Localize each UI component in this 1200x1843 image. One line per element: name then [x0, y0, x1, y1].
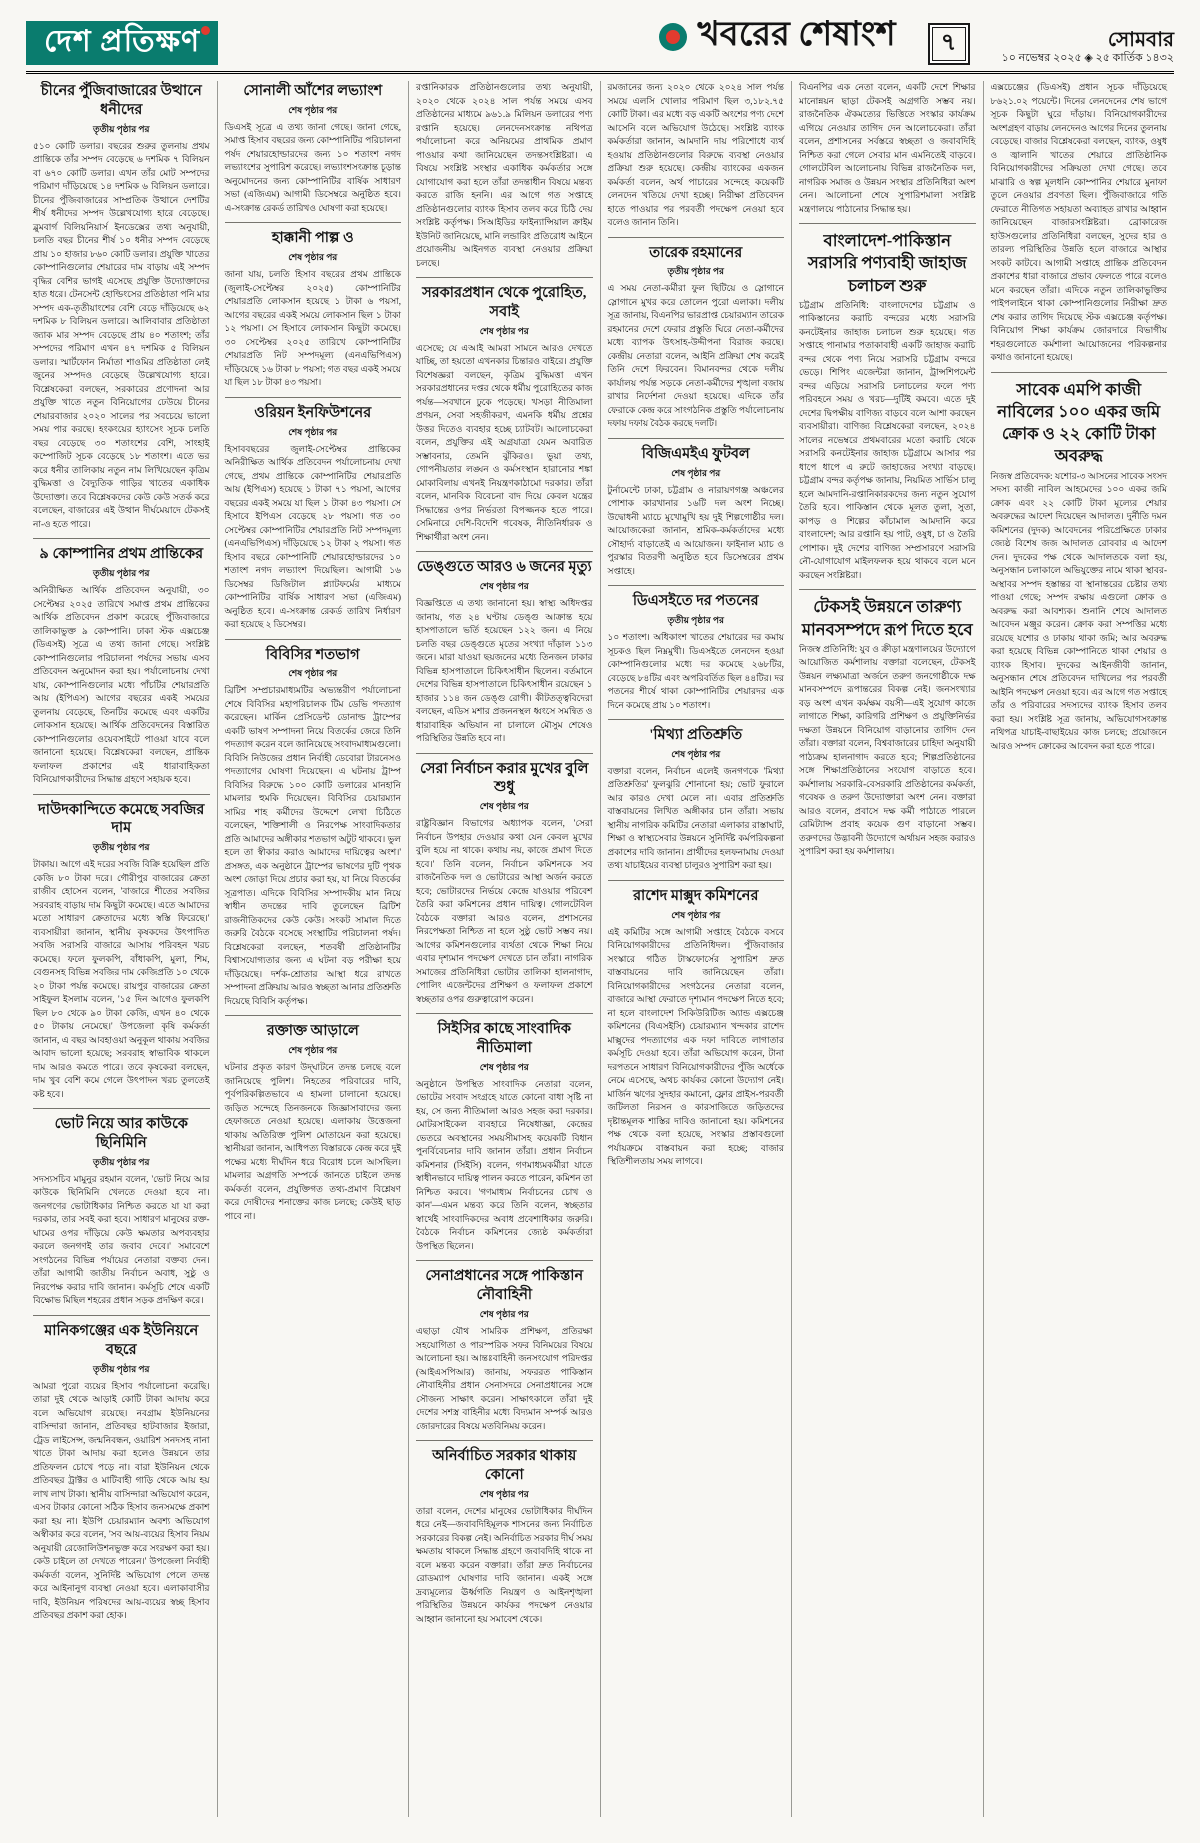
continued-from-note: শেষ পৃষ্ঠার পর: [288, 104, 338, 115]
continued-from-note: শেষ পৃষ্ঠার পর: [479, 801, 529, 812]
article-headline: বিবিসির শতভাগ: [265, 646, 360, 663]
article-body: রমজানের জন্য ২০২০ থেকে ২০২৪ সাল পর্যন্ত সময়ে এলসি খোলার পরিমাণ ছিল ৩,১৮২.৭৫ কোটি টাকা। এর মধ্যে বড় একটি অংশের পণ্য দেশে আসেনি বলে অভিযোগ উঠেছে। সংশ্লিষ্ট ব্যাংক কর্মকর্তারা জানান, আমদানি দায় পরিশোধে ব্যর্থ হওয়ায় প্রতিষ্ঠানগুলোর বিরুদ্ধে ব্যবস্থা নেওয়ার প্রক্রিয়া শুরু হয়েছে। কেন্দ্রীয় ব্যাংকের একজন কর্মকর্তা বলেন, অর্থ পাচারের সন্দেহে কয়েকটি লেনদেন খতিয়ে দেখা হচ্ছে। নিরীক্ষা প্রতিবেদন হাতে পাওয়ার পর পরবর্তী পদক্ষেপ নেওয়া হবে বলেও জানান তিনি।: [607, 82, 784, 227]
masthead-title: দেশ প্রতিক্ষণ: [44, 25, 201, 58]
continued-from-note: শেষ পৃষ্ঠার পর: [288, 252, 338, 263]
section-title: খবরের শেষাংশ: [697, 16, 896, 53]
article-headline: ৯ কোম্পানির প্রথম প্রান্তিকের: [39, 546, 204, 563]
article: [33, 82, 210, 531]
article-body: অনিরীক্ষিত আর্থিক প্রতিবেদন অনুযায়ী, ৩০ সেপ্টেম্বর ২০২৫ তারিখে সমাপ্ত প্রথম প্রান্তিকের আর্থিক প্রতিবেদন প্রকাশ করেছে পুঁজিবাজারে তালিকাভুক্ত ৯ কোম্পানি। ঢাকা স্টক এক্সচেঞ্জ (ডিএসই) সূত্রে এ তথ্য জানা গেছে। সংশ্লিষ্ট কোম্পানিগুলোর পরিচালনা পর্ষদের সভায় এসব প্রতিবেদন অনুমোদন করা হয়। পর্যালোচনায় দেখা যায়, কোম্পানিগুলোর মধ্যে পাঁচটির শেয়ারপ্রতি আয় (ইপিএস) আগের বছরের একই সময়ের তুলনায় বেড়েছে, তিনটির কমেছে এবং একটির লোকসান হয়েছে। আর্থিক প্রতিবেদনের বিস্তারিত কোম্পানিগুলোর ওয়েবসাইটে পাওয়া যাবে বলে জানানো হয়েছে। বিশ্লেষকেরা বলছেন, প্রান্তিক ফলাফল প্রকাশের এই ধারাবাহিকতা বিনিয়োগকারীদের সিদ্ধান্ত গ্রহণে সহায়ক হবে।: [33, 585, 210, 785]
article: [33, 1108, 210, 1308]
article-headline: মানিকগঞ্জের এক ইউনিয়নে বছরে: [44, 1322, 199, 1358]
article-headline: সেনাপ্রধানের সঙ্গে পাকিস্তান নৌবাহিনী: [425, 1268, 584, 1304]
article-headline: রাশেদ মাক্সুদ কমিশনের: [633, 887, 759, 904]
article: [225, 82, 402, 215]
article: [608, 880, 785, 1169]
article-headline: সেরা নির্বাচন করার মুখের বুলি শুধু: [420, 760, 589, 796]
article-body: আমরা পুরো ব্যয়ের হিসাব পর্যালোচনা করেছি। তারা দুই থেকে আড়াই কোটি টাকা আদায় করে বলে অভিযোগ রয়েছে। নবগ্রাম ইউনিয়নের বাসিন্দারা জানান, প্রতিবছর হাটবাজার ইজারা, ট্রেড লাইসেন্স, জন্মনিবন্ধন, ওয়ারিশ সনদসহ নানা খাতে টাকা আদায় করা হলেও উন্নয়নে তার প্রতিফলন চোখে পড়ে না। বারা ইউনিয়ন থেকে প্রতিবছর ট্রাক্টর ও মাটিবাহী গাড়ি থেকে আয় হয় লাখ লাখ টাকা। স্থানীয় বাসিন্দারা অভিযোগ করেন, এসব টাকার কোনো সঠিক হিসাব জনসমক্ষে প্রকাশ করা হয় না। ইউপি চেয়ারম্যান অবশ্য অভিযোগ অস্বীকার করে বলেন, 'সব আয়-ব্যয়ের হিসাব নিয়ম অনুযায়ী রেজোলিউশনভুক্ত করে সংরক্ষণ করা হয়। কেউ চাইলে তা দেখতে পারেন।' উপজেলা নির্বাহী কর্মকর্তা বলেন, সুনির্দিষ্ট অভিযোগ পেলে তদন্ত করে আইনানুগ ব্যবস্থা নেওয়া হবে। এলাকাবাসীর দাবি, ইউনিয়ন পরিষদের আয়-ব্যয়ের স্বচ্ছ হিসাব প্রতিবছর প্রকাশ করা হোক।: [33, 1380, 210, 1621]
article-headline: টেকসই উন্নয়নে তারুণ্য মানবসম্পদে রূপ দিতে হবে: [801, 597, 973, 639]
weekday: সোমবার: [1107, 29, 1174, 52]
article-body: এসেছে; যে এআই আমরা সামনে আরও দেখতে যাচ্ছি, তা হয়তো এখনকার চিন্তারও বাইরে। প্রযুক্তি বিশেষজ্ঞরা বলছেন, কৃত্রিম বুদ্ধিমত্তা এখন সরকারপ্রধানের দপ্তর থেকে ধর্মীয় পুরোহিতের কাজ পর্যন্ত—সবখানে ঢুকে পড়েছে। খসড়া নীতিমালা প্রণয়ন, সেবা সহজীকরণ, এমনকি ধর্মীয় প্রশ্নের উত্তর দিতেও ব্যবহার হচ্ছে চ্যাটবট। আলোচকেরা বলেন, প্রযুক্তির এই অগ্রযাত্রা যেমন অবারিত সম্ভাবনার, তেমনি ঝুঁকিরও। ভুয়া তথ্য, গোপনীয়তার লঙ্ঘন ও কর্মসংস্থান হারানোর শঙ্কা মোকাবিলায় এখনই নিয়ন্ত্রণকাঠামো দরকার। তাঁরা বলেন, মানবিক বিবেচনা বাদ দিয়ে কেবল যন্ত্রের সিদ্ধান্তের ওপর নির্ভরতা বিপজ্জনক হতে পারে। সেমিনারে দেশি-বিদেশি গবেষক, নীতিনির্ধারক ও শিক্ষার্থীরা অংশ নেন।: [416, 342, 593, 542]
article-headline: রক্তাক্ত আড়ালে: [266, 1023, 359, 1040]
article-headline: ওরিয়ন ইনফিউশনের: [254, 404, 372, 421]
article: [608, 237, 785, 431]
article: [799, 589, 976, 859]
article-headline: 'মিথ্যা প্রতিশ্রুতি: [649, 727, 743, 744]
continued-from-note: শেষ পৃষ্ঠার পর: [288, 668, 338, 679]
article-body: ৫১০ কোটি ডলার। বছরের শুরুর তুলনায় প্রথম প্রান্তিকে তাঁর সম্পদ বেড়েছে ৬ দশমিক ৭ বিলিয়ন বা ৬৭০ কোটি ডলার। এখন তাঁর মোট সম্পদের পরিমাণ দাঁড়িয়েছে ১৪ দশমিক ৬ বিলিয়ন ডলারে। চীনের পুঁজিবাজারের সাম্প্রতিক উত্থানে দেশটির শীর্ষ ধনীদের সম্পদ উল্লেখযোগ্য হারে বেড়েছে। ব্লুমবার্গ বিলিয়নিয়ার্স ইনডেক্সের তথ্য অনুযায়ী, চলতি বছর চীনের শীর্ষ ১০ ধনীর সম্পদ বেড়েছে প্রায় ১০ হাজার ৮৬০ কোটি ডলার। প্রযুক্তি খাতের কোম্পানিগুলোর শেয়ারের দাম বাড়ায় এই সম্পদ বৃদ্ধির বেশির ভাগই এসেছে প্রযুক্তি উদ্যোক্তাদের হাত ধরে। টেনসেন্ট হোল্ডিংসের প্রতিষ্ঠাতা পনি মার সম্পদ এক-তৃতীয়াংশের বেশি বেড়ে দাঁড়িয়েছে ৬২ দশমিক ৮ বিলিয়ন ডলারে। আলিবাবার প্রতিষ্ঠাতা জ্যাক মার সম্পদ বেড়েছে প্রায় ৪০ শতাংশ; তাঁর সম্পদের পরিমাণ এখন ৪৭ দশমিক ৫ বিলিয়ন ডলার। স্মার্টফোন নির্মাতা শাওমির প্রতিষ্ঠাতা লেই জুনের সম্পদও বেড়েছে উল্লেখযোগ্য হারে। বিশ্লেষকেরা বলছেন, সরকারের প্রণোদনা আর প্রযুক্তি খাতে নতুন বিনিয়োগের ঢেউয়ে চীনের শেয়ারবাজার ২০২০ সালের পর সবচেয়ে ভালো সময় পার করছে। হংকংয়ের হ্যাংসেং সূচক চলতি বছর বেড়েছে ৩০ শতাংশের বেশি, সাংহাই কম্পোজিট সূচক বেড়েছে ১৮ শতাংশ। এতে ভর করে ধনীর তালিকায় নতুন নাম লিখিয়েছেন কৃত্রিম বুদ্ধিমত্তা ও বৈদ্যুতিক গাড়ির খাতের একাধিক উদ্যোক্তা। তবে বিশ্লেষকদের কেউ কেউ সতর্ক করে বলেছেন, বাজারের এই উত্থান দীর্ঘমেয়াদে টেকসই না-ও হতে পারে।: [33, 140, 210, 529]
masthead-logo-icon: [201, 26, 210, 35]
article-headline: ডেঙ্গুতে আরও ৬ জনের মৃত্যু: [416, 559, 592, 576]
continued-from-note: তৃতীয় পৃষ্ঠার পর: [93, 1363, 150, 1374]
column-1: [26, 81, 217, 1817]
section-title-wrap: [659, 8, 895, 65]
article-body: এ সময় নেতা-কর্মীরা ফুল ছিটিয়ে ও স্লোগানে স্লোগানে মুখর করে তোলেন পুরো এলাকা। দলীয় সূত্র জানায়, বিএনপির ভারপ্রাপ্ত চেয়ারম্যান তারেক রহমানের দেশে ফেরার প্রস্তুতি ঘিরে নেতা-কর্মীদের মধ্যে ব্যাপক উৎসাহ-উদ্দীপনা বিরাজ করছে। কেন্দ্রীয় নেতারা বলেন, আইনি প্রক্রিয়া শেষ করেই তিনি দেশে ফিরবেন। বিমানবন্দর থেকে দলীয় কার্যালয় পর্যন্ত সড়কে নেতা-কর্মীদের শৃঙ্খলা বজায় রাখার নির্দেশনা দেওয়া হয়েছে। এদিকে তাঁর ফেরাকে কেন্দ্র করে সাংগঠনিক প্রস্তুতি পর্যালোচনায় দফায় দফায় বৈঠক করছে দলটি।: [607, 283, 784, 429]
article: [799, 81, 976, 216]
article: [33, 794, 210, 1102]
continued-from-note: শেষ পৃষ্ঠার পর: [479, 325, 529, 336]
column-6: [983, 81, 1175, 1817]
article: [225, 397, 402, 632]
article-body: রাষ্ট্রবিজ্ঞান বিভাগের অধ্যাপক বলেন, 'সেরা নির্বাচন উপহার দেওয়ার কথা যেন কেবল মুখের বুলি হয়ে না থাকে। কথায় নয়, কাজে প্রমাণ দিতে হবে।' তিনি বলেন, নির্বাচন কমিশনকে সব রাজনৈতিক দল ও ভোটারের আস্থা অর্জন করতে হবে; ভোটারদের নির্ভয়ে কেন্দ্রে যাওয়ার পরিবেশ তৈরি করা কমিশনের প্রধান দায়িত্ব। গোলটেবিল বৈঠকে বক্তারা আরও বলেন, প্রশাসনের নিরপেক্ষতা নিশ্চিত না হলে সুষ্ঠু ভোট সম্ভব নয়। আগের কমিশনগুলোর ব্যর্থতা থেকে শিক্ষা নিয়ে এবার দৃশ্যমান পদক্ষেপ দেখতে চান তাঁরা। নাগরিক সমাজের প্রতিনিধিরা ভোটার তালিকা হালনাগাদ, পোলিং এজেন্টদের প্রশিক্ষণ ও ফলাফল প্রকাশে স্বচ্ছতার ওপর গুরুত্বারোপ করেন।: [416, 818, 593, 1004]
article: [33, 538, 210, 786]
article-headline: সরকারপ্রধান থেকে পুরোহিত, সবাই: [422, 285, 587, 320]
article: [991, 372, 1168, 754]
masthead: [26, 21, 218, 65]
article-body: অনুষ্ঠানে উপস্থিত সাংবাদিক নেতারা বলেন, ভোটের সংবাদ সংগ্রহে যাতে কোনো বাধা সৃষ্টি না হয়, সে জন্য নীতিমালা আরও সহজ করা দরকার। মোটরসাইকেল ব্যবহারে নিষেধাজ্ঞা, কেন্দ্রের ভেতরে অবস্থানের সময়সীমাসহ কয়েকটি বিধান পুনর্বিবেচনার দাবি জানান তাঁরা। প্রধান নির্বাচন কমিশনার (সিইসি) বলেন, গণমাধ্যমকর্মীরা যাতে স্বাধীনভাবে দায়িত্ব পালন করতে পারেন, কমিশন তা নিশ্চিত করবে। 'গণমাধ্যম নির্বাচনের চোখ ও কান'—এমন মন্তব্য করে তিনি বলেন, স্বচ্ছতার স্বার্থেই সাংবাদিকদের অবাধ প্রবেশাধিকার জরুরি। বৈঠকে নির্বাচন কমিশনের জ্যেষ্ঠ কর্মকর্তারা উপস্থিত ছিলেন।: [416, 1078, 593, 1251]
column-4: [600, 81, 792, 1817]
article-body: বিজ্ঞপ্তিতে এ তথ্য জানানো হয়। স্বাস্থ্য অধিদপ্তর জানায়, গত ২৪ ঘণ্টায় ডেঙ্গু আক্রান্ত হয়ে হাসপাতালে ভর্তি হয়েছেন ১২২ জন। এ নিয়ে চলতি বছর ডেঙ্গুতে মৃতের সংখ্যা দাঁড়াল ১১৩ জনে। মারা যাওয়া ছয়জনের মধ্যে তিনজন ঢাকার বিভিন্ন হাসপাতালে চিকিৎসাধীন ছিলেন। বর্তমানে দেশের বিভিন্ন হাসপাতালে চিকিৎসাধীন রয়েছেন ১ হাজার ১১৪ জন ডেঙ্গু রোগী। কীটতত্ত্ববিদেরা বলছেন, এডিস মশার প্রজননস্থল ধ্বংসে সমন্বিত ও ধারাবাহিক অভিযান না চালালে মৌসুম শেষেও পরিস্থিতির উন্নতি হবে না।: [416, 598, 593, 744]
article-headline: অনির্বাচিত সরকার থাকায় কোনো: [432, 1448, 577, 1483]
article-body: এক্সচেঞ্জের (ডিএসই) প্রধান সূচক দাঁড়িয়েছে ৮৬২১.০২ পয়েন্টে। দিনের লেনদেনের শেষ ভাগে সূচক কিছুটা ঘুরে দাঁড়ায়। বিনিয়োগকারীদের অংশগ্রহণ বাড়ায় লেনদেনও আগের দিনের তুলনায় বেড়েছে। বাজার বিশ্লেষকেরা বলছেন, ব্যাংক, ওষুধ ও জ্বালানি খাতের শেয়ারে প্রাতিষ্ঠানিক বিনিয়োগকারীদের সক্রিয়তা দেখা গেছে। তবে মাঝারি ও স্বল্প মূলধনি কোম্পানির শেয়ারে মুনাফা তুলে নেওয়ার প্রবণতা ছিল। পুঁজিবাজারে গতি ফেরাতে নীতিগত সহায়তা অব্যাহত রাখার আহ্বান জানিয়েছেন বাজারসংশ্লিষ্টরা। ব্রোকারেজ হাউসগুলোর প্রতিনিধিরা বলছেন, সুদের হার ও তারল্য পরিস্থিতির উন্নতি হলে বাজারে আস্থার সংকট কাটবে। আগামী সপ্তাহে প্রান্তিক প্রতিবেদন প্রকাশের ধারা বাজারে প্রভাব ফেলতে পারে বলেও মনে করছেন তাঁরা। এদিকে নতুন তালিকাভুক্তির পাইপলাইনে থাকা কোম্পানিগুলোর নিরীক্ষা দ্রুত শেষ করার তাগিদ দিয়েছে স্টক এক্সচেঞ্জ কর্তৃপক্ষ। বিনিয়োগ শিক্ষা কার্যক্রম জোরদারে বিভাগীয় শহরগুলোতে কর্মশালা আয়োজনের পরিকল্পনার কথাও জানানো হয়েছে।: [990, 82, 1167, 362]
article: [225, 1015, 402, 1223]
article: [225, 222, 402, 389]
article: [416, 81, 593, 270]
article-body: টাকায়। আগে এই দরের সবজি বিক্রি হয়েছিল প্রতি কেজি ৮০ টাকা দরে। গৌরীপুর বাজারের ক্রেতা রাজীব হোসেন বলেন, 'বাজারে শীতের সবজির সরবরাহ বাড়ায় দাম কিছুটা কমেছে। এতে আমাদের মতো সাধারণ ক্রেতাদের মধ্যে স্বস্তি ফিরেছে।' ব্যবসায়ীরা জানান, স্থানীয় কৃষকদের উৎপাদিত সবজি সরাসরি বাজারে আসায় পরিবহন খরচ কমেছে। ফলে ফুলকপি, বাঁধাকপি, মুলা, শিম, বেগুনসহ বিভিন্ন সবজির দাম কেজিপ্রতি ১০ থেকে ২০ টাকা পর্যন্ত কমেছে। রায়পুর বাজারের ক্রেতা সাইফুল ইসলাম বলেন, '১৫ দিন আগেও ফুলকপি ছিল ৮০ থেকে ৯০ টাকা কেজি, এখন ৪০ থেকে ৫০ টাকায় নেমেছে।' উপজেলা কৃষি কর্মকর্তা জানান, এ বছর আবহাওয়া অনুকূল থাকায় সবজির আবাদ ভালো হয়েছে; সরবরাহ স্বাভাবিক থাকলে দাম আরও কমতে পারে। তবে কৃষকেরা বলছেন, দাম খুব বেশি কমে গেলে উৎপাদন খরচ তুলতেই কষ্ট হবে।: [33, 859, 210, 1099]
continued-from-note: তৃতীয় পৃষ্ঠার পর: [93, 1156, 150, 1167]
article-body: ১০ শতাংশ। অধিকাংশ খাতের শেয়ারের দর কমায় সূচকও ছিল নিম্নমুখী। ডিএসইতে লেনদেন হওয়া কোম্পানিগুলোর মধ্যে দর কমেছে ২৬৮টির, বেড়েছে ৮৪টির এবং অপরিবর্তিত ছিল ৪৪টির। দর পতনের শীর্ষে থাকা কোম্পানিটির শেয়ারদর এক দিনে কমেছে প্রায় ১০ শতাংশ।: [607, 632, 784, 710]
page-header: [26, 8, 1174, 74]
article-body: জানা যায়, চলতি হিসাব বছরের প্রথম প্রান্তিকে (জুলাই-সেপ্টেম্বর ২০২৫) কোম্পানিটির শেয়ারপ্রতি লোকসান হয়েছে ১ টাকা ৬ পয়সা, আগের বছরের একই সময়ে লোকসান ছিল ১ টাকা ১২ পয়সা। সে হিসাবে লোকসান কিছুটা কমেছে। ৩০ সেপ্টেম্বর ২০২৫ তারিখে কোম্পানিটির শেয়ারপ্রতি নিট সম্পদমূল্য (এনএভিপিএস) দাঁড়িয়েছে ১৬ টাকা ৮ পয়সা; গত বছর একই সময়ে যা ছিল ১৮ টাকা ৪৩ পয়সা।: [224, 269, 401, 388]
article-body: সদস্যসচিব মামুনুর রহমান বলেন, 'ভোট নিয়ে আর কাউকে ছিনিমিনি খেলতে দেওয়া হবে না। জনগণের ভোটাধিকার নিশ্চিত করতে যা যা করা দরকার, তার সবই করা হবে। সাধারণ মানুষের রক্ত-ঘামের ওপর দাঁড়িয়ে কেউ ক্ষমতার অপব্যবহার করলে জনগণই তার জবাব দেবে।' সমাবেশে সংগঠনের বিভিন্ন পর্যায়ের নেতারা বক্তব্য দেন। তাঁরা আগামী জাতীয় নির্বাচন অবাধ, সুষ্ঠু ও নিরপেক্ষ করার দাবি জানান। কর্মসূচি শেষে একটি বিক্ষোভ মিছিল শহরের প্রধান সড়ক প্রদক্ষিণ করে।: [33, 1173, 210, 1306]
date-line: ১০ নভেম্বর ২০২৫ ◈ ২৫ কার্তিক ১৪৩২: [1001, 52, 1174, 65]
article-body: বক্তারা বলেন, নির্বাচন এলেই জনগণকে 'মিথ্যা প্রতিশ্রুতির' ফুলঝুরি শোনানো হয়; ভোট ফুরালে আর কারও দেখা মেলে না। এবার প্রতিশ্রুতি বাস্তবায়নের লিখিত অঙ্গীকার চান তাঁরা। সভায় স্থানীয় নাগরিক কমিটির নেতারা এলাকার রাস্তাঘাট, শিক্ষা ও স্বাস্থ্যসেবার উন্নয়নে সুনির্দিষ্ট কর্মপরিকল্পনা প্রকাশের দাবি জানান। প্রার্থীদের হলফনামায় দেওয়া তথ্য যাচাইয়ের ব্যবস্থা চালুরও সুপারিশ করা হয়।: [607, 765, 784, 871]
continued-from-note: শেষ পৃষ্ঠার পর: [288, 426, 338, 437]
article-headline: দাউদকান্দিতে কমেছে সবজির দাম: [38, 801, 205, 837]
article-body: তারা বলেন, দেশের মানুষের ভোটাধিকার দীর্ঘদিন ধরে নেই—জবাবদিহিমূলক শাসনের জন্য নির্বাচিত সরকারের বিকল্প নেই। অনির্বাচিত সরকার দীর্ঘ সময় ক্ষমতায় থাকলে সিদ্ধান্ত গ্রহণে জবাবদিহি থাকে না বলে মন্তব্য করেন বক্তারা। তাঁরা দ্রুত নির্বাচনের রোডম্যাপ ঘোষণার দাবি জানান। একই সঙ্গে দ্রব্যমূল্যের ঊর্ধ্বগতি নিয়ন্ত্রণ ও আইনশৃঙ্খলা পরিস্থিতির উন্নয়নে কার্যকর পদক্ষেপ নেওয়ার আহ্বান জানানো হয় সমাবেশ থেকে।: [416, 1505, 593, 1624]
article-body: টুর্নামেন্টে ঢাকা, চট্টগ্রাম ও নারায়ণগঞ্জ অঞ্চলের পোশাক কারখানার ১৬টি দল অংশ নিচ্ছে। উদ্বোধনী ম্যাচে মুখোমুখি হয় দুই শিল্পগোষ্ঠীর দল। আয়োজকেরা জানান, শ্রমিক-কর্মকর্তাদের মধ্যে সৌহার্দ্য বাড়াতেই এ আয়োজন। ফাইনাল ম্যাচ ও পুরস্কার বিতরণী অনুষ্ঠিত হবে ডিসেম্বরের প্রথম সপ্তাহে।: [607, 484, 784, 576]
article-body: বিএনপির এক নেতা বলেন, একটি দেশে শিক্ষার মানোন্নয়ন ছাড়া টেকসই অগ্রগতি সম্ভব নয়। রাজনৈতিক ঐকমত্যের ভিত্তিতে সংস্কার কার্যক্রম এগিয়ে নেওয়ার তাগিদ দেন আলোচকেরা। তাঁরা বলেন, প্রশাসনের সর্বস্তরে স্বচ্ছতা ও জবাবদিহি নিশ্চিত করা গেলে সেবার মান এমনিতেই বাড়বে। গোলটেবিল আলোচনায় বিভিন্ন রাজনৈতিক দল, নাগরিক সমাজ ও উন্নয়ন সংস্থার প্রতিনিধিরা অংশ নেন। আলোচনা শেষে সুপারিশমালা সংশ্লিষ্ট মন্ত্রণালয়ে পাঠানোর সিদ্ধান্ত হয়।: [799, 82, 976, 214]
continued-from-note: তৃতীয় পৃষ্ঠার পর: [93, 842, 150, 853]
article: [799, 223, 976, 582]
article-headline: বাংলাদেশ-পাকিস্তান সরাসরি পণ্যবাহী জাহাজ চলাচল শুরু: [807, 231, 967, 295]
article-headline: ভোট নিয়ে আর কাউকে ছিনিমিনি: [54, 1116, 188, 1152]
continued-from-note: শেষ পৃষ্ঠার পর: [479, 1061, 529, 1072]
article: [416, 1440, 593, 1626]
column-2: [217, 81, 409, 1817]
article-headline: সাবেক এমপি কাজী নাবিলের ১০০ একর জমি ক্রোক ও ২২ কোটি টাকা অবরুদ্ধ: [997, 379, 1161, 466]
article-body: এছাড়া যৌথ সামরিক প্রশিক্ষণ, প্রতিরক্ষা সহযোগিতা ও পারস্পরিক সফর বিনিময়ের বিষয়ে আলোচনা হয়। আন্তঃবাহিনী জনসংযোগ পরিদপ্তর (আইএসপিআর) জানায়, সফররত পাকিস্তান নৌবাহিনীর প্রধান সেনাসদরে সেনাপ্রধানের সঙ্গে সৌজন্য সাক্ষাৎ করেন। সাক্ষাৎকালে তাঁরা দুই দেশের সশস্ত্র বাহিনীর মধ্যে বিদ্যমান সম্পর্ক আরও জোরদারের বিষয়ে মতবিনিময় করেন।: [416, 1326, 593, 1431]
continued-from-note: তৃতীয় পৃষ্ঠার পর: [93, 568, 150, 579]
continued-from-note: শেষ পৃষ্ঠার পর: [671, 748, 721, 759]
article-body: ব্রিটিশ সম্প্রচারমাধ্যমটির অভ্যন্তরীণ পর্যালোচনা শেষে বিবিসির মহাপরিচালক টিম ডেভি পদত্যাগ করেছেন। মার্কিন প্রেসিডেন্ট ডোনাল্ড ট্রাম্পের একটি ভাষণ সম্পাদনা নিয়ে বিতর্কের জেরে তিনি পদত্যাগ করেন বলে জানিয়েছে সংবাদমাধ্যমগুলো। বিবিসি নিউজের প্রধান নির্বাহী ডেবোরা টারনেসও পদত্যাগের ঘোষণা দিয়েছেন। এ ঘটনায় ট্রাম্প বিবিসির বিরুদ্ধে ১০০ কোটি ডলারের মানহানি মামলার হুমকি দিয়েছেন। বিবিসির চেয়ারম্যান সামির শাহ কর্মীদের উদ্দেশে লেখা চিঠিতে বলেছেন, 'শক্তিশালী ও নিরপেক্ষ সাংবাদিকতার প্রতি আমাদের অঙ্গীকার শতভাগ অটুট থাকবে। ভুল হলে তা স্বীকার করাও আমাদের দায়িত্বের অংশ।' প্রসঙ্গত, এক অনুষ্ঠানে ট্রাম্পের ভাষণের দুটি পৃথক অংশ জোড়া দিয়ে প্রচার করা হয়, যা নিয়ে বিতর্কের সূত্রপাত। এদিকে বিবিসির সম্পাদকীয় মান নিয়ে স্বাধীন তদন্তের দাবি তুলেছেন ব্রিটিশ রাজনীতিকদের কেউ কেউ। সংকট সামাল দিতে জরুরি বৈঠকে বসেছে সংস্থাটির পরিচালনা পর্ষদ। বিশ্লেষকেরা বলছেন, শতবর্ষী প্রতিষ্ঠানটির বিশ্বাসযোগ্যতার জন্য এ ঘটনা বড় পরীক্ষা হয়ে দাঁড়িয়েছে। দর্শক-শ্রোতার আস্থা ধরে রাখতে সম্পাদনা প্রক্রিয়ায় আরও স্বচ্ছতা আনার প্রতিশ্রুতি দিয়েছে বিবিসি কর্তৃপক্ষ।: [224, 685, 401, 1006]
continued-from-note: তৃতীয় পৃষ্ঠার পর: [667, 266, 724, 277]
article: [416, 753, 593, 1007]
section-logo-icon: [659, 23, 687, 51]
article: [608, 438, 785, 578]
continued-from-note: শেষ পৃষ্ঠার পর: [479, 581, 529, 592]
article-body: ডিএসই সূত্রে এ তথ্য জানা গেছে। জানা গেছে, সমাপ্ত হিসাব বছরের জন্য কোম্পানিটির পরিচালনা পর্ষদ শেয়ারহোল্ডারদের জন্য ১০ শতাংশ নগদ লভ্যাংশের সুপারিশ করেছে। লভ্যাংশসংক্রান্ত চূড়ান্ত অনুমোদনের জন্য কোম্পানিটির বার্ষিক সাধারণ সভা (এজিএম) আগামী ডিসেম্বরে অনুষ্ঠিত হবে। এ-সংক্রান্ত রেকর্ড তারিখও ঘোষণা করা হয়েছে।: [224, 121, 401, 213]
article: [33, 1315, 210, 1623]
article: [416, 1260, 593, 1433]
article-body: রপ্তানিকারক প্রতিষ্ঠানগুলোর তথ্য অনুযায়ী, ২০২০ থেকে ২০২৪ সাল পর্যন্ত সময়ে এসব প্রতিষ্ঠানের মাধ্যমে ৯৬১.৯ মিলিয়ন ডলারের পণ্য রপ্তানি হয়েছে। লেনদেনসংক্রান্ত নথিপত্র পর্যালোচনা করে অনিয়মের প্রাথমিক প্রমাণ পাওয়ার কথা জানিয়েছেন তদন্তসংশ্লিষ্টরা। এ বিষয়ে সংশ্লিষ্ট সংস্থার একাধিক কর্মকর্তার সঙ্গে যোগাযোগ করা হলে তাঁরা তদন্তাধীন বিষয়ে মন্তব্য করতে রাজি হননি। এর আগে গত সপ্তাহে প্রতিষ্ঠানগুলোর ব্যাংক হিসাব তলব করে চিঠি দেয় সংশ্লিষ্ট কর্তৃপক্ষ। সিআইডির ফাইন্যান্সিয়াল ক্রাইম ইউনিট জানিয়েছে, মানি লন্ডারিং প্রতিরোধ আইনে প্রয়োজনীয় আইনগত ব্যবস্থা নেওয়ার প্রক্রিয়া চলছে।: [416, 82, 593, 268]
continued-from-note: শেষ পৃষ্ঠার পর: [288, 1045, 338, 1056]
article: [608, 585, 785, 712]
continued-from-note: শেষ পৃষ্ঠার পর: [671, 467, 721, 478]
column-5: [791, 81, 983, 1817]
article-body: নিজস্ব প্রতিবেদক: যশোর-৩ আসনের সাবেক সংসদ সদস্য কাজী নাবিল আহমেদের ১০০ একর জমি ক্রোক এবং ২২ কোটি টাকা মূল্যের শেয়ার অবরুদ্ধের আদেশ দিয়েছেন আদালত। দুর্নীতি দমন কমিশনের (দুদক) আবেদনের পরিপ্রেক্ষিতে ঢাকার জ্যেষ্ঠ বিশেষ জজ আদালত রোববার এ আদেশ দেন। দুদকের পক্ষ থেকে আদালতকে বলা হয়, অনুসন্ধান চলাকালে অভিযুক্তের নামে থাকা স্থাবর-অস্থাবর সম্পদ হস্তান্তর বা স্থানান্তরের চেষ্টার তথ্য পাওয়া গেছে; সম্পদ রক্ষায় এগুলো ক্রোক ও অবরুদ্ধ করা আবশ্যক। শুনানি শেষে আদালত আবেদন মঞ্জুর করেন। ক্রোক করা সম্পত্তির মধ্যে রয়েছে যশোর ও ঢাকায় থাকা জমি; আর অবরুদ্ধ করা হয়েছে বিভিন্ন কোম্পানিতে থাকা শেয়ার ও ব্যাংক হিসাব। দুদকের আইনজীবী জানান, অনুসন্ধান শেষে প্রতিবেদন দাখিলের পর পরবর্তী আইনি পদক্ষেপ নেওয়া হবে। এর আগে গত সপ্তাহে তাঁর ও পরিবারের সদস্যদের ব্যাংক হিসাব তলব করা হয়। সংশ্লিষ্ট সূত্র জানায়, অভিযোগসংক্রান্ত নথিপত্র যাচাই-বাছাইয়ের কাজ চলছে; প্রয়োজনে আরও সম্পদ ক্রোকের আবেদন করা হতে পারে।: [990, 470, 1167, 751]
continued-from-note: শেষ পৃষ্ঠার পর: [479, 1488, 529, 1499]
article: [608, 81, 785, 230]
article-body: হিসাববছরের জুলাই-সেপ্টেম্বর প্রান্তিকের অনিরীক্ষিত আর্থিক প্রতিবেদন পর্যালোচনায় দেখা গেছে, প্রথম প্রান্তিকে কোম্পানিটির শেয়ারপ্রতি আয় (ইপিএস) হয়েছে ১ টাকা ৭১ পয়সা, আগের বছরের একই সময়ে যা ছিল ১ টাকা ৪৩ পয়সা। সে হিসাবে ইপিএস বেড়েছে ২৮ পয়সা। গত ৩০ সেপ্টেম্বর কোম্পানিটির শেয়ারপ্রতি নিট সম্পদমূল্য (এনএভিপিএস) দাঁড়িয়েছে ১২ টাকা ২ পয়সা। গত হিসাব বছরে কোম্পানিটি শেয়ারহোল্ডারদের ১০ শতাংশ নগদ লভ্যাংশ দিয়েছিল। আগামী ১৬ ডিসেম্বর ডিজিটাল প্ল্যাটফর্মের মাধ্যমে কোম্পানিটির বার্ষিক সাধারণ সভা (এজিএম) অনুষ্ঠিত হবে। এ-সংক্রান্ত রেকর্ড তারিখ নির্ধারণ করা হয়েছে ২ ডিসেম্বর।: [224, 443, 401, 630]
article: [225, 639, 402, 1009]
article: [991, 81, 1168, 365]
page-number: ৭: [928, 23, 970, 65]
article-headline: বিজিএমইএ ফুটবল: [641, 445, 750, 462]
article: [416, 551, 593, 745]
article-body: নিজস্ব প্রতিনিধি: যুব ও ক্রীড়া মন্ত্রণালয়ের উদ্যোগে আয়োজিত কর্মশালায় বক্তারা বলেছেন, টেকসই উন্নয়ন লক্ষ্যমাত্রা অর্জনে তরুণ জনগোষ্ঠীকে দক্ষ মানবসম্পদে রূপান্তরের বিকল্প নেই। জনসংখ্যার বড় অংশ এখন কর্মক্ষম বয়সী—এই সুযোগ কাজে লাগাতে শিক্ষা, কারিগরি প্রশিক্ষণ ও প্রযুক্তিনির্ভর দক্ষতা উন্নয়নে বিনিয়োগ বাড়ানোর তাগিদ দেন তাঁরা। বক্তারা বলেন, বিশ্ববাজারের চাহিদা অনুযায়ী পাঠ্যক্রম হালনাগাদ করতে হবে; শিল্পপ্রতিষ্ঠানের সঙ্গে শিক্ষাপ্রতিষ্ঠানের সংযোগ বাড়াতে হবে। কর্মশালায় সরকারি-বেসরকারি প্রতিষ্ঠানের কর্মকর্তা, গবেষক ও তরুণ উদ্যোক্তারা অংশ নেন। বক্তারা আরও বলেন, প্রবাসে দক্ষ কর্মী পাঠাতে পারলে রেমিট্যান্স প্রবাহ কয়েক গুণ বাড়ানো সম্ভব। তরুণদের উদ্ভাবনী উদ্যোগে অর্থায়ন সহজ করারও সুপারিশ করা হয় কর্মশালায়।: [799, 643, 976, 857]
article-headline: সোনালী আঁশের লভ্যাংশ: [243, 83, 383, 99]
article: [416, 1013, 593, 1253]
article-body: ঘটনার প্রকৃত কারণ উদ্‌ঘাটনে তদন্ত চলছে বলে জানিয়েছে পুলিশ। নিহতের পরিবারের দাবি, পূর্বপরিকল্পিতভাবে এ হামলা চালানো হয়েছে। জড়িত সন্দেহে তিনজনকে জিজ্ঞাসাবাদের জন্য হেফাজতে নেওয়া হয়েছে। এলাকায় উত্তেজনা থাকায় অতিরিক্ত পুলিশ মোতায়েন করা হয়েছে। স্থানীয়রা জানান, আধিপত্য বিস্তারকে কেন্দ্র করে দুই পক্ষের মধ্যে দীর্ঘদিন ধরে বিরোধ চলে আসছিল। মামলার অগ্রগতি সম্পর্কে জানতে চাইলে তদন্ত কর্মকর্তা বলেন, প্রযুক্তিগত তথ্য-প্রমাণ বিশ্লেষণ করে দোষীদের শনাক্তের কাজ চলছে; কেউই ছাড় পাবে না।: [224, 1062, 401, 1221]
date-block: [1002, 29, 1174, 65]
article-body: চট্টগ্রাম প্রতিনিধি: বাংলাদেশের চট্টগ্রাম ও পাকিস্তানের করাচি বন্দরের মধ্যে সরাসরি কনটেইনার জাহাজ চলাচল শুরু হয়েছে। গত সপ্তাহে পানামার পতাকাবাহী একটি জাহাজ করাচি বন্দর থেকে পণ্য নিয়ে সরাসরি চট্টগ্রাম বন্দরে ভেড়ে। শিপিং এজেন্টরা জানান, ট্রান্সশিপমেন্ট বন্দর এড়িয়ে সরাসরি চলাচলের ফলে পণ্য পরিবহনে সময় ও খরচ—দুটিই কমবে। এতে দুই দেশের দ্বিপক্ষীয় বাণিজ্য বাড়বে বলে আশা করছেন ব্যবসায়ীরা। বাণিজ্য বিশ্লেষকেরা বলছেন, ২০২৪ সালের নভেম্বরে প্রথমবারের মতো করাচি থেকে সরাসরি কনটেইনার জাহাজ চট্টগ্রামে আসার পর ধাপে ধাপে এ রুটে জাহাজের সংখ্যা বাড়ছে। চট্টগ্রাম বন্দর কর্তৃপক্ষ জানায়, নিয়মিত সার্ভিস চালু হলে আমদানি-রপ্তানিকারকদের জন্য নতুন সুযোগ তৈরি হবে। পাকিস্তান থেকে মূলত তুলা, সুতা, কাপড় ও শিল্পের কাঁচামাল আমদানি করে বাংলাদেশ; আর রপ্তানি হয় পাট, ওষুধ, চা ও তৈরি পোশাক। দুই দেশের বাণিজ্য সম্প্রসারণে সরাসরি নৌ-যোগাযোগ মাইলফলক হয়ে থাকবে বলে মনে করছেন সংশ্লিষ্টরা।: [799, 299, 976, 580]
continued-from-note: শেষ পৃষ্ঠার পর: [479, 1309, 529, 1320]
continued-from-note: শেষ পৃষ্ঠার পর: [671, 909, 721, 920]
column-3: [408, 81, 600, 1817]
article-headline: সিইসির কাছে সাংবাদিক নীতিমালা: [437, 1021, 571, 1057]
article: [608, 719, 785, 873]
content-columns: [26, 81, 1174, 1817]
article: [416, 277, 593, 544]
continued-from-note: তৃতীয় পৃষ্ঠার পর: [667, 615, 724, 626]
article-headline: ডিএসইতে দর পতনের: [632, 593, 759, 610]
continued-from-note: তৃতীয় পৃষ্ঠার পর: [93, 123, 150, 134]
article-body: এই কমিটির সঙ্গে আগামী সপ্তাহে বৈঠকে বসবে বিনিয়োগকারীদের প্রতিনিধিদল। পুঁজিবাজার সংস্কারে গঠিত টাস্কফোর্সের সুপারিশ দ্রুত বাস্তবায়নের দাবি জানিয়েছেন তাঁরা। বিনিয়োগকারীদের সংগঠনের নেতারা বলেন, বাজারে আস্থা ফেরাতে দৃশ্যমান পদক্ষেপ নিতে হবে; না হলে বাংলাদেশ সিকিউরিটিজ অ্যান্ড এক্সচেঞ্জ কমিশনের (বিএসইসি) চেয়ারম্যান খন্দকার রাশেদ মাক্সুদের পদত্যাগের এক দফা দাবিতে লাগাতার কর্মসূচি দেওয়া হবে। তাঁরা অভিযোগ করেন, টানা দরপতনে সাধারণ বিনিয়োগকারীদের পুঁজি অর্ধেকে নেমে এসেছে, অথচ কার্যকর কোনো উদ্যোগ নেই। মার্জিন ঋণের সুদহার কমানো, ফ্লোর প্রাইস-পরবর্তী জটিলতা নিরসন ও কারসাজিতে জড়িতদের দৃষ্টান্তমূলক শাস্তির দাবিও জানানো হয়। কমিশনের পক্ষ থেকে বলা হয়েছে, সংস্কার প্রস্তাবগুলো পর্যায়ক্রমে বাস্তবায়ন করা হচ্ছে; বাজার স্থিতিশীলতায় সময় লাগবে।: [607, 926, 784, 1167]
article-headline: চীনের পুঁজিবাজারের উত্থানে ধনীদের: [40, 83, 202, 118]
article-headline: হাক্কানী পাল্প ও: [271, 230, 354, 247]
article-headline: তারেক রহমানের: [649, 244, 743, 261]
